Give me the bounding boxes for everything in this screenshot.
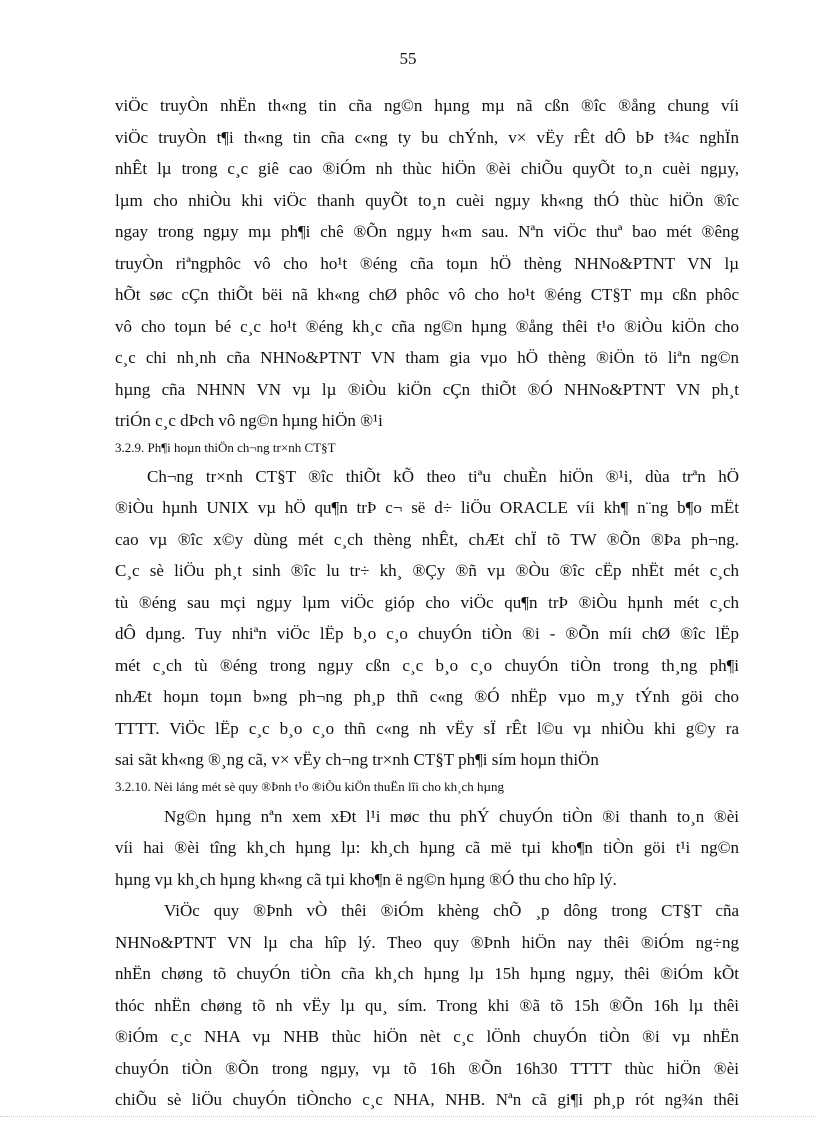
paragraph-line: chiÕu sè liÖu chuyÓn tiÒncho c¸c NHA, NHB. Nªn cã gi¶i ph¸p rót ng¾n thêi <box>115 1090 739 1109</box>
paragraph-line: nhËn chøng tõ chuyÓn tiÒn cña kh¸ch hµng lµ 15h hµng ngµy, thêi ®iÓm kÕt <box>115 964 739 983</box>
paragraph-line: ®iÒu hµnh UNIX vµ hÖ qu¶n trÞ c¬ së d÷ liÖu ORACLE víi kh¶ n¨ng b¶o mËt <box>115 498 739 517</box>
section-heading-3-2-9: 3.2.9. Ph¶i hoµn thiÖn ch¬ng tr×nh CT§T <box>115 440 336 455</box>
paragraph-line: tù ®éng sau mçi ngµy lµm viÖc gióp cho viÖc qu¶n trÞ ®iÒu hµnh mét c¸ch <box>115 593 739 612</box>
paragraph-line: cao vµ ®îc x©y dùng mét c¸ch thèng nhÊt, chÆt chÏ tõ TW ®Õn ®Þa ph¬ng. <box>115 530 739 549</box>
paragraph-line: lµm cho nhiÒu khi viÖc thanh quyÕt to¸n cuèi ngµy kh«ng thÓ thùc hiÖn ®îc <box>115 191 739 210</box>
paragraph-line: vô cho toµn bé c¸c ho¹t ®éng kh¸c cña ng©n hµng ®ång thêi t¹o ®iÒu kiÖn cho <box>115 317 739 336</box>
paragraph-line: nhÆt hoµn toµn b»ng ph¬ng ph¸p thñ c«ng ®Ó nhËp vµo m¸y tÝnh göi cho <box>115 687 739 706</box>
paragraph-line: triÓn c¸c dÞch vô ng©n hµng hiÖn ®¹i <box>115 411 383 430</box>
paragraph-line: TTTT. ViÖc lËp c¸c b¸o c¸o thñ c«ng nh vËy sÏ rÊt l©u vµ nhiÒu khi g©y ra <box>115 719 739 738</box>
paragraph-line: hµng vµ kh¸ch hµng kh«ng cã tµi kho¶n ë ng©n hµng ®Ó thu cho hîp lý. <box>115 870 617 889</box>
section-heading-3-2-10: 3.2.10. Nèi láng mét sè quy ®Þnh t¹o ®iÒu kiÖn thuËn lîi cho kh¸ch hµng <box>115 779 504 794</box>
paragraph-line: hµng cña NHNN VN vµ lµ ®iÒu kiÖn cÇn thiÕt ®Ó NHNo&PTNT VN ph¸t <box>115 380 739 399</box>
paragraph-line: mét c¸ch tù ®éng trong ngµy cßn c¸c b¸o c¸o chuyÓn tiÒn trong th¸ng ph¶i <box>115 656 739 675</box>
page-number: 55 <box>399 49 417 68</box>
paragraph-line: chuyÓn tiÒn ®Õn trong ngµy, vµ tõ 16h ®Õn 16h30 TTTT thùc hiÖn ®èi <box>115 1059 739 1078</box>
paragraph-line: c¸c chi nh¸nh cña NHNo&PTNT VN tham gia vµo hÖ thèng ®iÖn tö liªn ng©n <box>115 348 739 367</box>
paragraph-line: truyÒn riªngphôc vô cho ho¹t ®éng cña toµn hÖ thèng NHNo&PTNT VN lµ <box>115 254 739 273</box>
page-bottom-divider <box>0 1116 816 1117</box>
paragraph-line: viÖc truyÒn nhËn th«ng tin cña ng©n hµng mµ nã cßn ®îc ®ång chung víi <box>115 96 739 115</box>
paragraph-line: sai sãt kh«ng ®¸ng cã, v× vËy ch¬ng tr×nh CT§T ph¶i sím hoµn thiÖn <box>115 750 599 769</box>
paragraph-line: ViÖc quy ®Þnh vÒ thêi ®iÓm khèng chÕ ¸p dông trong CT§T cña <box>164 901 739 920</box>
paragraph-line: thóc nhËn chøng tõ nh vËy lµ qu¸ sím. Trong khi ®ã tõ 15h ®Õn 16h lµ thêi <box>115 996 739 1015</box>
paragraph-line: hÕt søc cÇn thiÕt bëi nã kh«ng chØ phôc vô cho ho¹t ®éng CT§T mµ cßn phôc <box>115 285 739 304</box>
paragraph-line: víi hai ®èi tîng kh¸ch hµng lµ: kh¸ch hµng cã më tµi kho¶n tiÒn göi t¹i ng©n <box>115 838 739 857</box>
paragraph-line: ngay trong ngµy mµ ph¶i chê ®Õn ngµy h«m sau. Nªn viÖc thuª bao mét ®êng <box>115 222 739 241</box>
paragraph-line: C¸c sè liÖu ph¸t sinh ®îc lu tr÷ kh¸ ®Çy ®ñ vµ ®Òu ®îc cËp nhËt mét c¸ch <box>115 561 739 580</box>
paragraph-line: NHNo&PTNT VN lµ cha hîp lý. Theo quy ®Þnh hiÖn nay thêi ®iÓm ng÷ng <box>115 933 739 952</box>
paragraph-line: dÔ dµng. Tuy nhiªn viÖc lËp b¸o c¸o chuyÓn tiÒn ®i - ®Õn míi chØ ®îc lËp <box>115 624 739 643</box>
paragraph-line: ®iÓm c¸c NHA vµ NHB thùc hiÖn nèt c¸c lÖnh chuyÓn tiÒn ®i vµ nhËn <box>115 1027 739 1046</box>
paragraph-line: nhÊt lµ trong c¸c giê cao ®iÓm nh thùc hiÖn ®èi chiÕu quyÕt to¸n cuèi ngµy, <box>115 159 739 178</box>
paragraph-line: viÖc truyÒn t¶i th«ng tin cña c«ng ty bu chÝnh, v× vËy rÊt dÔ bÞ t¾c nghÏn <box>115 128 739 147</box>
paragraph-line: Ch¬ng tr×nh CT§T ®îc thiÕt kÕ theo tiªu chuÈn hiÖn ®¹i, dùa trªn hÖ <box>147 467 739 486</box>
paragraph-line: Ng©n hµng nªn xem xÐt l¹i møc thu phÝ chuyÓn tiÒn ®i thanh to¸n ®èi <box>164 807 739 826</box>
